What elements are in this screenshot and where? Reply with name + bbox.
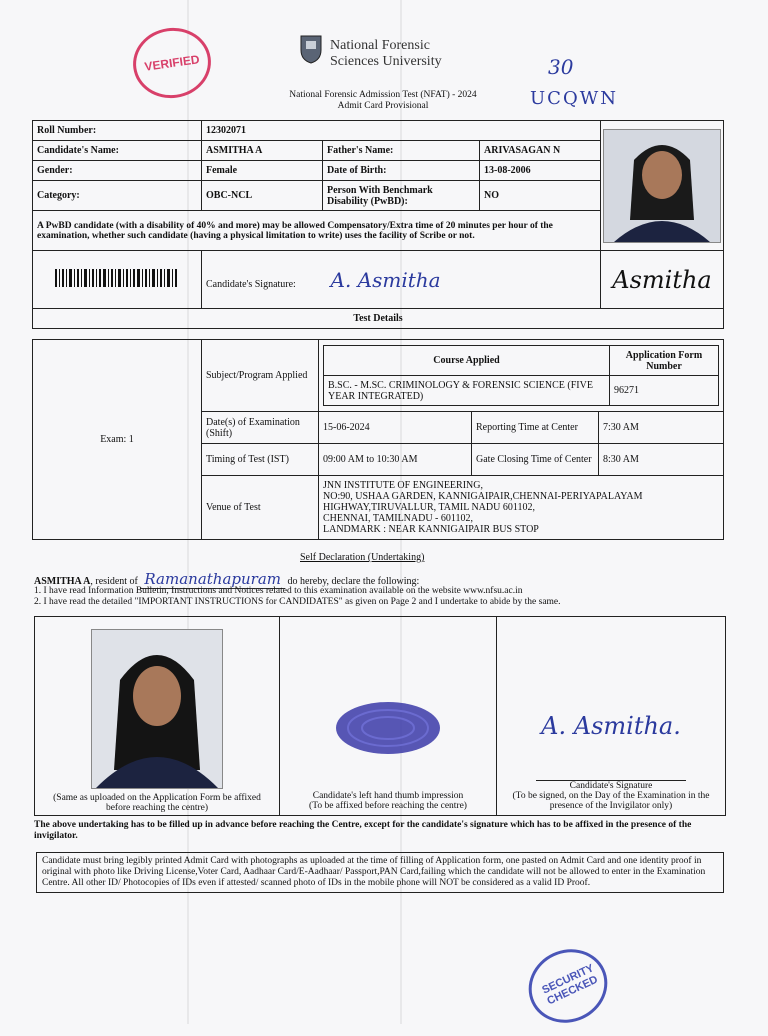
gate-value: 8:30 AM — [599, 444, 724, 476]
signature-box-bottom — [497, 617, 726, 816]
course-table — [323, 345, 719, 406]
signature-cell — [202, 251, 601, 309]
reporting-value: 7:30 AM — [599, 412, 724, 444]
emblem-icon — [298, 34, 324, 64]
exam-date-value: 15-06-2024 — [319, 412, 472, 444]
signature-caption-2: (To be signed, on the Day of the Examination in the presence of the Invigilator only) — [512, 791, 710, 811]
appno-value: 96271 — [610, 376, 719, 406]
signature-handwritten-bottom: A. Asmitha. — [541, 712, 681, 740]
timing-label: Timing of Test (IST) — [202, 444, 319, 476]
place-handwritten: Ramanathapuram — [140, 570, 285, 589]
candidate-photo — [603, 129, 721, 243]
course-cell — [319, 340, 724, 412]
venue-value — [319, 476, 724, 540]
declaration-title: Self Declaration (Undertaking) — [300, 552, 425, 563]
declaration-point-2: 2. I have read the detailed "IMPORTANT INSTRUCTIONS for CANDIDATES" as given on Page 2 and I undertake to abide by the same. — [34, 597, 561, 607]
appno-header: Application Form Number — [610, 346, 719, 376]
father-label: Father's Name: — [323, 141, 480, 161]
course-header: Course Applied — [324, 346, 610, 376]
declarant-name: ASMITHA A — [34, 576, 91, 587]
pwbd-note: A PwBD candidate (with a disability of 40% and more) may be allowed Compensatory/Extra time of 20 minutes per hour of the examination, whether such candidate (having a physical limitation to write) uses the facility of Scribe or not. — [33, 211, 601, 251]
thumb-caption-1: Candidate's left hand thumb impression — [312, 791, 464, 801]
admit-card-subtitle: Admit Card Provisional — [337, 101, 429, 111]
dob-label: Date of Birth: — [323, 161, 480, 181]
signature-box-handwritten: Asmitha — [612, 265, 712, 294]
university-name: National Forensic Sciences University — [330, 38, 442, 69]
timing-value: 09:00 AM to 10:30 AM — [319, 444, 472, 476]
photo-caption: (Same as uploaded on the Application Form be affixed before reaching the centre) — [53, 793, 261, 813]
barcode-icon — [55, 269, 179, 287]
gender-value: Female — [202, 161, 323, 181]
name-label: Candidate's Name: — [33, 141, 202, 161]
verified-stamp — [129, 23, 216, 103]
resident-of: , resident of — [90, 576, 138, 587]
declaration-point-1: 1. I have read Information Bulletin, Instructions and Notices related to this examination available on the website www.nfsu.ac.in — [34, 586, 523, 596]
name-value: ASMITHA A — [202, 141, 323, 161]
venue-line: CHENNAI, TAMILNADU - 601102, — [323, 513, 474, 524]
signature-caption-1: Candidate's Signature — [569, 781, 653, 791]
father-value: ARIVASAGAN N — [480, 141, 601, 161]
verified-stamp-text: VERIFIED — [143, 52, 201, 74]
exam-title: National Forensic Admission Test (NFAT) - 2024 — [289, 90, 477, 100]
test-details-table — [32, 339, 724, 540]
candidate-photo-cell — [601, 121, 724, 251]
course-value: B.SC. - M.SC. CRIMINOLOGY & FORENSIC SCIENCE (FIVE YEAR INTEGRATED) — [324, 376, 610, 406]
venue-label: Venue of Test — [202, 476, 319, 540]
exam-number: Exam: 1 — [33, 340, 202, 540]
thumb-impression-icon — [333, 698, 443, 758]
category-value: OBC-NCL — [202, 181, 323, 211]
undertaking-note: The above undertaking has to be filled up in advance before reaching the Centre, except for the candidate's signature which has to be affixed in the presence of the invigilator. — [34, 820, 692, 841]
thumb-caption-2: (To be affixed before reaching the centre) — [309, 801, 467, 811]
portrait-icon — [604, 130, 720, 242]
venue-line: HIGHWAY,TIRUVALLUR, TAMIL NADU 601102, — [323, 502, 535, 513]
signature-box-cell — [601, 251, 724, 309]
subject-label: Subject/Program Applied — [202, 340, 319, 412]
venue-line: NO:90, USHAA GARDEN, KANNIGAIPAIR,CHENNAI-PERIYAPALAYAM — [323, 491, 643, 502]
signature-handwritten: A. Asmitha — [330, 267, 441, 292]
pwbd-label: Person With Benchmark Disability (PwBD): — [323, 181, 480, 211]
pwbd-value: NO — [480, 181, 601, 211]
signature-label: Candidate's Signature: — [206, 278, 296, 290]
venue-line: JNN INSTITUTE OF ENGINEERING, — [323, 480, 483, 491]
photo-box-cell — [35, 617, 280, 816]
dob-value: 13-08-2006 — [480, 161, 601, 181]
university-logo — [298, 34, 324, 64]
category-label: Category: — [33, 181, 202, 211]
test-details-title: Test Details — [33, 309, 724, 329]
exam-date-label: Date(s) of Examination (Shift) — [202, 412, 319, 444]
roll-value: 12302071 — [202, 121, 601, 141]
roll-label: Roll Number: — [33, 121, 202, 141]
security-checked-stamp — [517, 936, 620, 1035]
portrait-icon — [92, 630, 222, 788]
gate-label: Gate Closing Time of Center — [472, 444, 599, 476]
affix-boxes — [34, 616, 726, 816]
barcode-cell — [33, 251, 202, 309]
thumb-box-cell — [280, 617, 497, 816]
gender-label: Gender: — [33, 161, 202, 181]
handwritten-note-1: 30 — [548, 55, 574, 79]
venue-line: LANDMARK : NEAR KANNIGAIPAIR BUS STOP — [323, 524, 539, 535]
security-stamp-text: SECURITY CHECKED — [540, 962, 600, 1008]
declare-text: do hereby, declare the following: — [287, 576, 420, 587]
affixed-photo — [91, 629, 223, 789]
handwritten-note-2: UCQWN — [530, 88, 618, 109]
candidate-details-table — [32, 120, 724, 329]
reporting-label: Reporting Time at Center — [472, 412, 599, 444]
id-proof-notice: Candidate must bring legibly printed Admit Card with photographs as uploaded at the time of filling of Application form, one pasted on Admit Card and one identity proof in original with photo like Driving License,Voter Card, Aadhaar Card/E-Aadhaar/ Passport,PAN Card,failing which the candidate will not be allowed to enter in the Examination Centre. All other ID/ Photocopies of IDs even if attested/ scanned photo of IDs in the mobile phone will NOT be considered as a valid ID Proof. — [36, 852, 724, 893]
